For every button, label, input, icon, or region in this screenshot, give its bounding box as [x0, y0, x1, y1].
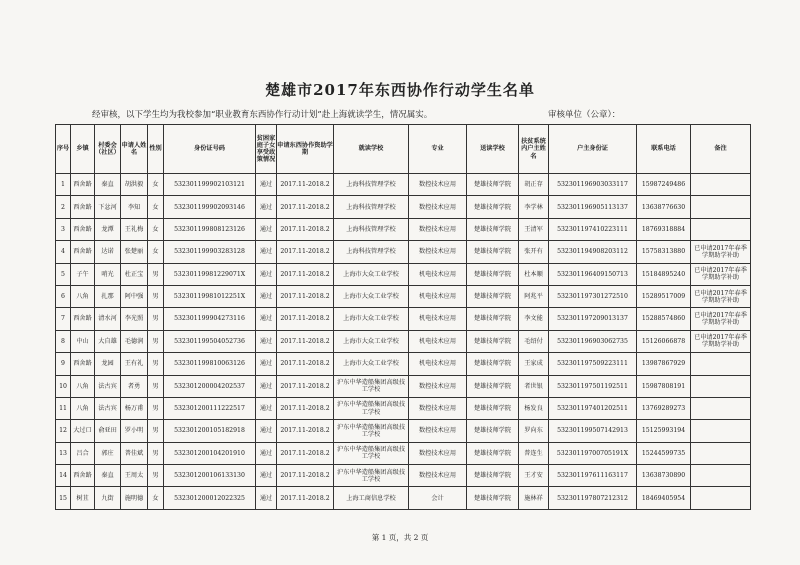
table-cell: 男 [148, 285, 164, 307]
table-cell: 上海市大众工业学校 [334, 353, 409, 375]
table-cell: 下忿河 [95, 196, 121, 218]
table-cell: 沪东中华造船集团高级技工学校 [334, 420, 409, 442]
table-cell: 2017.11-2018.2 [277, 465, 334, 487]
table-cell: 李文能 [519, 308, 549, 330]
table-cell: 通过 [256, 465, 277, 487]
table-row [56, 308, 751, 330]
table-cell: 上海市大众工业学校 [334, 308, 409, 330]
table-cell: 12 [56, 420, 71, 442]
table-cell: 通过 [256, 218, 277, 240]
table-cell: 罗向东 [519, 420, 549, 442]
table-cell: 上海市大众工业学校 [334, 285, 409, 307]
table-cell: 俞亚田 [95, 420, 121, 442]
table-cell: 男 [148, 465, 164, 487]
table-row [56, 353, 751, 375]
table-cell: 李光照 [121, 308, 148, 330]
col-header: 申请东西协作资助学期 [277, 125, 334, 174]
table-cell: 532301200104201910 [164, 442, 256, 464]
table-cell: 吕合 [71, 442, 95, 464]
table-cell: 数控技术应用 [409, 174, 467, 196]
table-cell: 532301199904273116 [164, 308, 256, 330]
intro-text: 经审核，以下学生均为我校参加“职业教育东西协作行动计划”赴上海就读学生，情况属实。 [92, 110, 433, 120]
table-cell: 15184895240 [637, 263, 691, 285]
table-cell: 西舍路 [71, 241, 95, 263]
table-cell: 沪东中华造船集团高级技工学校 [334, 397, 409, 419]
table-cell: 哨光 [95, 263, 121, 285]
table-cell: 14 [56, 465, 71, 487]
table-cell: 男 [148, 308, 164, 330]
table-cell: 通过 [256, 196, 277, 218]
table-cell: 2 [56, 196, 71, 218]
table-cell: 子午 [71, 263, 95, 285]
table-cell: 法古宾 [95, 375, 121, 397]
table-cell: 15 [56, 487, 71, 509]
table-cell: 阿中强 [121, 285, 148, 307]
table-cell: 2017.11-2018.2 [277, 196, 334, 218]
table-cell: 通过 [256, 285, 277, 307]
col-header: 身份证号码 [164, 125, 256, 174]
table-cell: 8 [56, 330, 71, 352]
table-cell: 15244599735 [637, 442, 691, 464]
table-cell: 张楚丽 [121, 241, 148, 263]
table-cell: 532301194908203112 [549, 241, 637, 263]
table-cell: 5 [56, 263, 71, 285]
table-cell: 毛德润 [121, 330, 148, 352]
table-cell: 楚雄技师学院 [467, 487, 519, 509]
table-cell: 男 [148, 420, 164, 442]
document-title: 楚雄市2017年东西协作行动学生名单 [265, 81, 535, 99]
table-cell: 女 [148, 218, 164, 240]
table-cell: 西舍路 [71, 174, 95, 196]
table-cell: 7 [56, 308, 71, 330]
table-cell: 王有礼 [121, 353, 148, 375]
table-cell: 4 [56, 241, 71, 263]
table-cell: 上海科技管理学校 [334, 196, 409, 218]
table-cell: 西舍路 [71, 308, 95, 330]
table-cell [691, 375, 751, 397]
table-cell: 532301200111222517 [164, 397, 256, 419]
table-cell: 女 [148, 196, 164, 218]
table-cell: 数控技术应用 [409, 196, 467, 218]
table-cell: 通过 [256, 375, 277, 397]
table-cell: 2017.11-2018.2 [277, 353, 334, 375]
table-cell: 沪东中华造船集团高级技工学校 [334, 465, 409, 487]
table-cell [691, 487, 751, 509]
table-cell: 已申请2017年春季学期助学补助 [691, 241, 751, 263]
table-cell: 女 [148, 487, 164, 509]
table-cell: 13 [56, 442, 71, 464]
table-cell: 532301196905113137 [549, 196, 637, 218]
table-cell: 532301197209013137 [549, 308, 637, 330]
table-cell: 532301199902103121 [164, 174, 256, 196]
table-cell: 楚雄技师学院 [467, 375, 519, 397]
table-cell: 53230119981012251X [164, 285, 256, 307]
table-cell: 女 [148, 174, 164, 196]
table-cell: 2017.11-2018.2 [277, 174, 334, 196]
table-cell: 秦直 [95, 465, 121, 487]
table-cell: 13987867929 [637, 353, 691, 375]
table-cell: 532301199810063126 [164, 353, 256, 375]
table-cell: 杨万甫 [121, 397, 148, 419]
table-cell: 532301199504052736 [164, 330, 256, 352]
table-cell: 施明德 [121, 487, 148, 509]
table-cell: 数控技术应用 [409, 375, 467, 397]
table-cell: 达诺 [95, 241, 121, 263]
col-header: 专业 [409, 125, 467, 174]
table-cell: 已申请2017年春季学期助学补助 [691, 285, 751, 307]
table-cell: 15987808191 [637, 375, 691, 397]
table-cell [691, 353, 751, 375]
col-header: 户主身份证 [549, 125, 637, 174]
table-cell: 2017.11-2018.2 [277, 308, 334, 330]
table-cell: 西舍路 [71, 218, 95, 240]
table-cell: 15125993194 [637, 420, 691, 442]
table-cell: 大过口 [71, 420, 95, 442]
table-cell: 男 [148, 375, 164, 397]
table-cell: 2017.11-2018.2 [277, 241, 334, 263]
table-cell: 龙园 [95, 353, 121, 375]
table-cell: 2017.11-2018.2 [277, 375, 334, 397]
table-cell: 罗小明 [121, 420, 148, 442]
table-cell: 楚雄技师学院 [467, 196, 519, 218]
table-cell: 通过 [256, 174, 277, 196]
table-row [56, 420, 751, 442]
table-cell: 男 [148, 330, 164, 352]
table-cell: 数控技术应用 [409, 465, 467, 487]
table-cell: 男 [148, 353, 164, 375]
table-cell [691, 397, 751, 419]
page-footer: 第 1 页，共 2 页 [371, 533, 429, 542]
table-cell: 李学林 [519, 196, 549, 218]
table-cell: 上海市大众工业学校 [334, 330, 409, 352]
table-cell: 532301197509223111 [549, 353, 637, 375]
table-cell: 机电技术应用 [409, 353, 467, 375]
table-row [56, 465, 751, 487]
table-cell: 毛绍付 [519, 330, 549, 352]
table-cell: 楚雄技师学院 [467, 263, 519, 285]
table-cell: 机电技术应用 [409, 330, 467, 352]
table-cell: 已申请2017年春季学期助学补助 [691, 263, 751, 285]
table-body [56, 174, 751, 510]
table-cell: 15987249486 [637, 174, 691, 196]
table-cell: 王才安 [519, 465, 549, 487]
table-cell: 2017.11-2018.2 [277, 263, 334, 285]
table-row [56, 397, 751, 419]
table-cell: 15288574860 [637, 308, 691, 330]
table-cell: 通过 [256, 330, 277, 352]
table-cell: 西舍路 [71, 465, 95, 487]
table-cell: 者勇 [121, 375, 148, 397]
col-header: 扶贫系统内户主姓名 [519, 125, 549, 174]
table-cell: 楚雄技师学院 [467, 397, 519, 419]
table-cell: 数控技术应用 [409, 218, 467, 240]
table-cell: 李知 [121, 196, 148, 218]
col-header: 村委会（社区） [95, 125, 121, 174]
table-cell: 18469405954 [637, 487, 691, 509]
table-cell: 阿兆平 [519, 285, 549, 307]
table-cell [691, 218, 751, 240]
table-row [56, 375, 751, 397]
table-row [56, 218, 751, 240]
table-row [56, 330, 751, 352]
table-cell: 532301199902093146 [164, 196, 256, 218]
table-cell: 通过 [256, 487, 277, 509]
table-cell: 13769289273 [637, 397, 691, 419]
table-cell: 八角 [71, 397, 95, 419]
table-cell: 龙潭 [95, 218, 121, 240]
table-cell: 八角 [71, 285, 95, 307]
table-cell: 6 [56, 285, 71, 307]
table-cell: 9 [56, 353, 71, 375]
table-cell: 2017.11-2018.2 [277, 442, 334, 464]
table-cell: 数控技术应用 [409, 397, 467, 419]
table-cell: 普佳斌 [121, 442, 148, 464]
col-header: 乡镇 [71, 125, 95, 174]
table-cell: 通过 [256, 308, 277, 330]
table-cell: 上海科技管理学校 [334, 241, 409, 263]
col-header: 备注 [691, 125, 751, 174]
table-cell: 数控技术应用 [409, 420, 467, 442]
table-cell: 2017.11-2018.2 [277, 218, 334, 240]
table-cell: 郭庄 [95, 442, 121, 464]
table-cell: 机电技术应用 [409, 263, 467, 285]
auditor-label: 审核单位（公章）： [548, 110, 621, 120]
table-cell: 15289517009 [637, 285, 691, 307]
col-header: 申请人姓名 [121, 125, 148, 174]
col-header: 就读学校 [334, 125, 409, 174]
table-cell: 上海科技管理学校 [334, 218, 409, 240]
table-row [56, 263, 751, 285]
table-cell: 树苴 [71, 487, 95, 509]
table-cell: 上海市大众工业学校 [334, 263, 409, 285]
table-cell: 532301199903283128 [164, 241, 256, 263]
table-cell: 胡正存 [519, 174, 549, 196]
table-cell: 2017.11-2018.2 [277, 487, 334, 509]
table-cell: 532301200106133130 [164, 465, 256, 487]
table-cell: 通过 [256, 263, 277, 285]
table-cell: 沪东中华造船集团高级技工学校 [334, 442, 409, 464]
col-header: 联系电话 [637, 125, 691, 174]
table-cell: 杜正宝 [121, 263, 148, 285]
table-cell: 张开有 [519, 241, 549, 263]
table-cell: 楚雄技师学院 [467, 241, 519, 263]
table-cell: 法古宾 [95, 397, 121, 419]
header-row [56, 125, 751, 174]
table-cell: 数控技术应用 [409, 442, 467, 464]
table-cell: 532301200105182918 [164, 420, 256, 442]
table-cell: 2017.11-2018.2 [277, 420, 334, 442]
table-cell: 532301197611163117 [549, 465, 637, 487]
table-cell: 通过 [256, 397, 277, 419]
table-cell: 13638776630 [637, 196, 691, 218]
table-cell: 楚雄技师学院 [467, 420, 519, 442]
table-cell: 15126066878 [637, 330, 691, 352]
table-cell: 楚雄技师学院 [467, 308, 519, 330]
table-cell: 楚雄技师学院 [467, 285, 519, 307]
table-cell: 清水河 [95, 308, 121, 330]
table-row [56, 196, 751, 218]
table-cell: 1 [56, 174, 71, 196]
table-cell: 大自雄 [95, 330, 121, 352]
table-cell: 532301197410223111 [549, 218, 637, 240]
table-cell: 3 [56, 218, 71, 240]
table-cell: 通过 [256, 420, 277, 442]
table-cell: 11 [56, 397, 71, 419]
table-cell: 男 [148, 397, 164, 419]
table-cell: 八角 [71, 375, 95, 397]
table-cell: 楚雄技师学院 [467, 218, 519, 240]
table-cell [691, 196, 751, 218]
col-header: 性别 [148, 125, 164, 174]
table-cell [691, 174, 751, 196]
table-cell: 男 [148, 442, 164, 464]
table-cell: 上海科技管理学校 [334, 174, 409, 196]
table-cell: 胡洪毅 [121, 174, 148, 196]
table-cell: 已申请2017年春季学期助学补助 [691, 308, 751, 330]
table-cell: 男 [148, 263, 164, 285]
table-cell [691, 442, 751, 464]
table-cell: 楚雄技师学院 [467, 353, 519, 375]
table-cell: 通过 [256, 442, 277, 464]
table-cell: 沪东中华造船集团高级技工学校 [334, 375, 409, 397]
table-cell: 数控技术应用 [409, 241, 467, 263]
col-header: 送读学校 [467, 125, 519, 174]
table-cell: 楚雄技师学院 [467, 174, 519, 196]
table-cell: 532301196903062735 [549, 330, 637, 352]
table-cell: 九街 [95, 487, 121, 509]
student-table [55, 124, 751, 510]
table-cell: 杨发良 [519, 397, 549, 419]
table-cell: 13638730890 [637, 465, 691, 487]
table-cell: 施林祥 [519, 487, 549, 509]
table-cell: 2017.11-2018.2 [277, 330, 334, 352]
table-cell: 西舍路 [71, 353, 95, 375]
col-header: 贫困家庭子女享受政策情况 [256, 125, 277, 174]
table-cell: 西舍路 [71, 196, 95, 218]
table-cell: 532301197807212312 [549, 487, 637, 509]
table-cell: 上海工商信息学校 [334, 487, 409, 509]
table-cell: 15758313880 [637, 241, 691, 263]
table-cell: 532301200012022325 [164, 487, 256, 509]
table-cell: 532301197501192511 [549, 375, 637, 397]
table-cell: 王清军 [519, 218, 549, 240]
table-cell: 532301197401202511 [549, 397, 637, 419]
table-cell: 中山 [71, 330, 95, 352]
table-cell: 2017.11-2018.2 [277, 397, 334, 419]
table-cell: 532301196409150713 [549, 263, 637, 285]
table-row [56, 285, 751, 307]
table-cell: 已申请2017年春季学期助学补助 [691, 330, 751, 352]
table-cell: 18769318884 [637, 218, 691, 240]
table-cell [691, 465, 751, 487]
table-cell: 会计 [409, 487, 467, 509]
table-cell: 532301199507142913 [549, 420, 637, 442]
table-row [56, 241, 751, 263]
table-cell: 楚雄技师学院 [467, 465, 519, 487]
table-cell: 2017.11-2018.2 [277, 285, 334, 307]
table-cell: 王家成 [519, 353, 549, 375]
table-cell: 楚雄技师学院 [467, 330, 519, 352]
table-cell: 通过 [256, 241, 277, 263]
table-row [56, 442, 751, 464]
table-cell: 王周太 [121, 465, 148, 487]
col-header: 序号 [56, 125, 71, 174]
table-cell: 53230119981229071X [164, 263, 256, 285]
table-row [56, 487, 751, 509]
table-cell: 532301197301272510 [549, 285, 637, 307]
table-cell: 53230119700705191X [549, 442, 637, 464]
table-cell: 杜本顺 [519, 263, 549, 285]
table-row [56, 174, 751, 196]
table-cell: 楚雄技师学院 [467, 442, 519, 464]
table-cell: 通过 [256, 353, 277, 375]
table-cell: 普连生 [519, 442, 549, 464]
table-cell: 机电技术应用 [409, 285, 467, 307]
table-cell: 扎那 [95, 285, 121, 307]
table-cell: 机电技术应用 [409, 308, 467, 330]
table-cell: 王礼梅 [121, 218, 148, 240]
table-cell: 532301196903033117 [549, 174, 637, 196]
table-cell: 者世银 [519, 375, 549, 397]
table-cell: 532301200004202537 [164, 375, 256, 397]
table-cell: 女 [148, 241, 164, 263]
table-cell: 532301199808123126 [164, 218, 256, 240]
table-cell: 秦直 [95, 174, 121, 196]
table-cell: 10 [56, 375, 71, 397]
table-cell [691, 420, 751, 442]
